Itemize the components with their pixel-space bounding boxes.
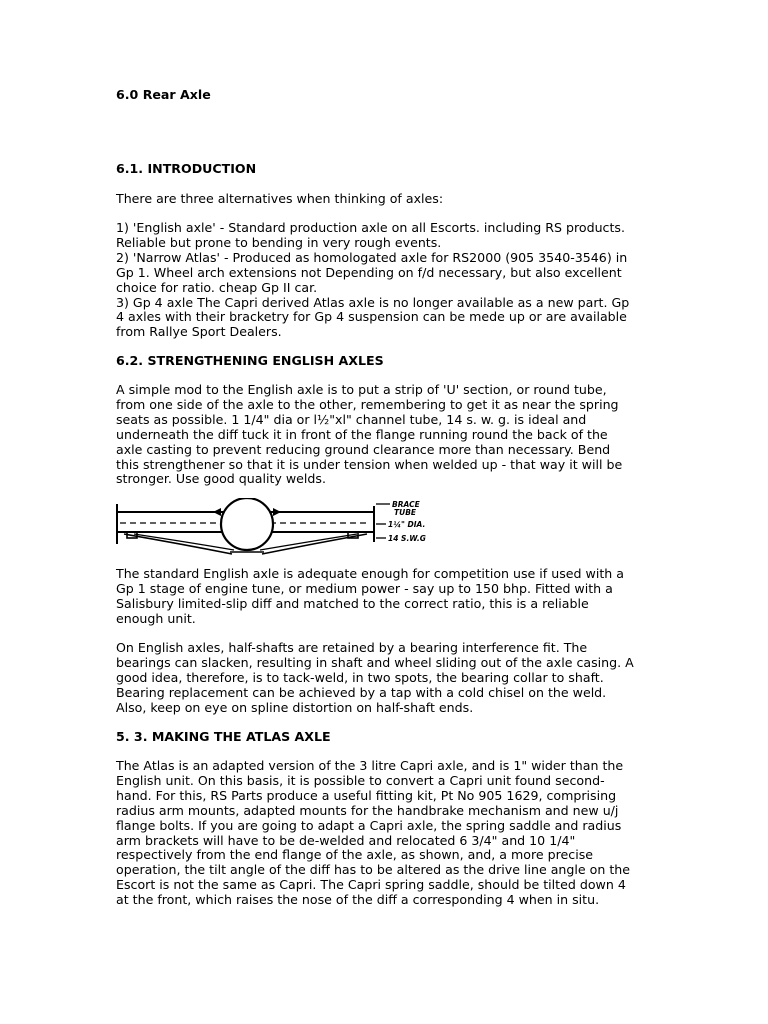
text-line: There are three alternatives when thinking of axles: (116, 191, 444, 206)
text-line: stronger. Use good quality welds. (116, 471, 326, 487)
text-line: English unit. On this basis, it is possible to convert a Capri unit found second- (116, 772, 605, 788)
text-line: 2) 'Narrow Atlas' - Produced as homologated axle for RS2000 (905 3540-3546) in (116, 249, 628, 265)
text-line: enough unit. (116, 610, 196, 626)
text-line: 1) 'English axle' - Standard production axle on all Escorts. including RS products. (116, 220, 625, 235)
text-line: flange bolts. If you are going to adapt a Capri axle, the spring saddle and radius (116, 817, 622, 833)
text-line: A simple mod to the English axle is to put a strip of 'U' section, or round tube, (116, 382, 607, 397)
text-line: good idea, therefore, is to tack-weld, in two spots, the bearing collar to shaft. (116, 669, 604, 685)
text-line: this strengthener so that it is under tension when welded up - that way it will be (116, 456, 623, 472)
text-line: seats as possible. 1 1/4" dia or l½"xl" channel tube, 14 s. w. g. is ideal and (116, 411, 587, 427)
brace-tube (134, 534, 234, 550)
text-line: hand. For this, RS Parts produce a useful fitting kit, Pt No 905 1629, comprising (116, 787, 617, 803)
axle-options-list (116, 221, 656, 340)
text-line: Bearing replacement can be achieved by a tap with a cold chisel on the weld. (116, 684, 607, 700)
brace-tube (260, 534, 357, 550)
diagram-label: TUBE (394, 508, 417, 517)
text-line: underneath the diff tuck it in front of the flange running round the back of the (116, 426, 608, 442)
weld-mark (273, 508, 281, 516)
brace-tube (262, 534, 367, 554)
text-line: Gp 1 stage of engine tune, or medium power - say up to 150 bhp. Fitted with a (116, 580, 613, 596)
text-line: The standard English axle is adequate enough for competition use if used with a (116, 566, 624, 581)
text-line: arm brackets will have to be de-welded and relocated 6 3/4" and 10 1/4" (116, 832, 576, 848)
atlas-paragraph (116, 759, 656, 908)
intro-paragraph (116, 192, 656, 207)
text-line: On English axles, half-shafts are retained by a bearing interference fit. The (116, 640, 588, 655)
text-line: from Rallye Sport Dealers. (116, 324, 282, 340)
standard-axle-paragraph (116, 567, 656, 627)
text-line: radius arm mounts, adapted mounts for the handbrake mechanism and new u/j (116, 802, 619, 818)
section-heading-strengthening: 6.2. STRENGTHENING ENGLISH AXLES (116, 353, 384, 368)
text-line: respectively from the end flange of the axle, as shown, and, a more precise (116, 847, 594, 863)
text-line: Gp 1. Wheel arch extensions not Depending on f/d necessary, but also excellent (116, 264, 622, 280)
text-line: Reliable but prone to bending in very rough events. (116, 234, 442, 250)
text-line: operation, the tilt angle of the diff has to be altered as the drive line angle on the (116, 862, 631, 878)
diff-housing (221, 498, 273, 550)
main-heading: 6.0 Rear Axle (116, 87, 211, 102)
text-line: 3) Gp 4 axle The Capri derived Atlas axle is no longer available as a new part. Gp (116, 294, 630, 310)
strengthening-paragraph (116, 383, 656, 487)
brace-tube (124, 534, 232, 554)
text-line: from one side of the axle to the other, remembering to get it as near the spring (116, 396, 619, 412)
text-line: Escort is not the same as Capri. The Capri spring saddle, should be tilted down 4 (116, 877, 626, 893)
text-line: choice for ratio. cheap Gp II car. (116, 279, 318, 295)
section-heading-introduction: 6.1. INTRODUCTION (116, 161, 257, 176)
text-line: Also, keep on eye on spline distortion on half-shaft ends. (116, 699, 474, 715)
text-line: at the front, which raises the nose of the diff a corresponding 4 when in situ. (116, 892, 600, 908)
axle-sketch (112, 498, 432, 556)
text-line: Salisbury limited-slip diff and matched to the correct ratio, this is a reliable (116, 595, 589, 611)
diagram-label: 14 S.W.G (388, 534, 426, 543)
text-line: The Atlas is an adapted version of the 3 litre Capri axle, and is 1" wider than the (116, 758, 624, 773)
weld-mark (213, 508, 221, 516)
diagram-label: 1¼" DIA. (388, 520, 426, 529)
text-line: 4 axles with their bracketry for Gp 4 suspension can be mede up or are available (116, 309, 627, 325)
text-line: bearings can slacken, resulting in shaft and wheel sliding out of the axle casing. A (116, 654, 634, 670)
section-heading-atlas: 5. 3. MAKING THE ATLAS AXLE (116, 729, 331, 744)
text-line: axle casting to prevent reducing ground clearance more than necessary. Bend (116, 441, 611, 457)
axle-brace-diagram (112, 498, 432, 556)
half-shafts-paragraph (116, 641, 656, 716)
diagram-label: BRACE (392, 500, 420, 509)
